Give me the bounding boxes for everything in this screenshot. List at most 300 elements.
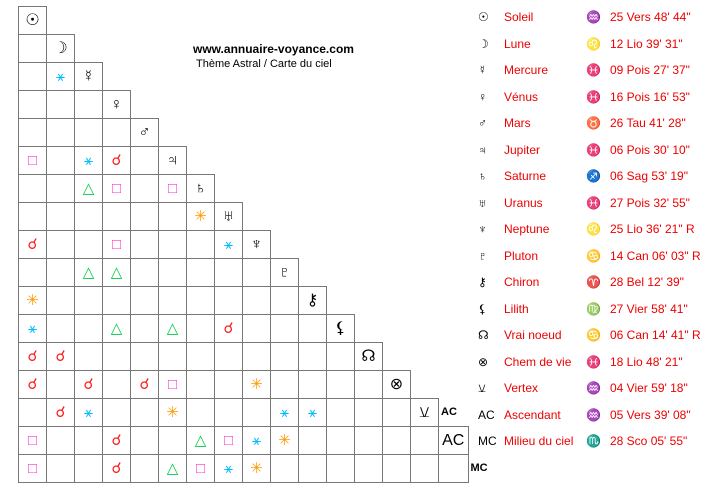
aspect-square-icon: □: [27, 432, 38, 449]
aspect-cell: [159, 399, 187, 427]
aspect-cell: [103, 399, 131, 427]
aspect-cell: [243, 399, 271, 427]
aspect-grid-row: [19, 343, 498, 371]
aspect-cell: [75, 315, 103, 343]
aspect-cell: [103, 175, 131, 203]
aspect-cell: [75, 455, 103, 483]
aspect-cell: [215, 427, 243, 455]
planet-glyph-icon: AC: [478, 407, 495, 422]
aspect-cell: [131, 455, 159, 483]
aspect-cell: [383, 455, 411, 483]
planet-name: Vénus: [504, 89, 539, 104]
aspect-grid-row: [19, 455, 498, 483]
aspect-opposition-icon: ✳: [250, 376, 263, 393]
aspect-cell: [215, 231, 243, 259]
position-row: [478, 84, 703, 111]
aspect-trine-icon: △: [82, 180, 95, 197]
aspect-cell: [299, 427, 327, 455]
aspect-cell: [299, 343, 327, 371]
aspect-cell: [327, 371, 355, 399]
aspect-cell: [75, 91, 103, 119]
aspect-cell: [299, 399, 327, 427]
aspect-cell: [131, 259, 159, 287]
aspect-cell: [19, 63, 47, 91]
aspect-grid-row: [19, 203, 498, 231]
planet-degree: 04 Vier 59' 18": [610, 381, 688, 396]
aspect-cell: [19, 147, 47, 175]
aspect-cell: [187, 203, 215, 231]
planet-name: Uranus: [504, 195, 543, 210]
zodiac-sign-icon: ♓: [586, 354, 601, 369]
aspect-conjunction-icon: ☌: [27, 236, 38, 253]
aspect-conjunction-icon: ☌: [55, 348, 66, 365]
aspect-cell: [75, 147, 103, 175]
aspect-sextile-icon: ⚹: [279, 404, 289, 421]
aspect-cell: [243, 287, 271, 315]
aspect-square-icon: □: [195, 460, 206, 477]
aspect-grid-row: [19, 7, 498, 35]
planet-glyph-icon: ♀: [478, 89, 487, 104]
aspect-cell: [75, 371, 103, 399]
aspect-cell: [327, 427, 355, 455]
zodiac-sign-icon: ♒: [586, 10, 601, 25]
aspect-opposition-icon: ✳: [166, 404, 179, 421]
planet-glyph-icon: ☊: [478, 328, 489, 343]
aspect-cell: [19, 35, 47, 63]
position-row: [478, 31, 703, 58]
aspect-grid-row: [19, 119, 498, 147]
position-row: [478, 296, 703, 323]
aspect-conjunction-icon: ☌: [223, 320, 234, 337]
aspect-square-icon: □: [167, 180, 178, 197]
aspect-cell: [159, 343, 187, 371]
aspect-trine-icon: △: [110, 320, 123, 337]
aspect-cell: [215, 371, 243, 399]
position-row: [478, 137, 703, 164]
aspect-cell: [47, 315, 75, 343]
aspect-sextile-icon: ⚹: [83, 152, 93, 169]
planet-degree: 14 Can 06' 03" R: [610, 248, 701, 263]
aspect-cell: [327, 343, 355, 371]
aspect-cell: [187, 343, 215, 371]
planet-glyph-icon: ⚸: [478, 301, 487, 316]
aspect-cell: [19, 231, 47, 259]
aspect-grid-planet-5: ♃: [159, 147, 187, 175]
aspect-conjunction-icon: ☌: [27, 348, 38, 365]
aspect-cell: [187, 287, 215, 315]
aspect-cell: [47, 455, 75, 483]
planet-glyph-icon: ☽: [478, 36, 489, 51]
position-row: [478, 243, 703, 270]
aspect-opposition-icon: ✳: [250, 460, 263, 477]
aspect-cell: [271, 287, 299, 315]
aspect-square-icon: □: [111, 236, 122, 253]
aspect-conjunction-icon: ☌: [111, 460, 122, 477]
aspect-cell: [187, 427, 215, 455]
planet-name: Vertex: [504, 381, 539, 396]
planet-glyph-icon: ♇: [478, 248, 487, 263]
planet-glyph-icon: ⚷: [478, 275, 487, 290]
aspect-cell: [159, 203, 187, 231]
zodiac-sign-icon: ♋: [586, 248, 601, 263]
zodiac-sign-icon: ♌: [586, 36, 601, 51]
planet-name: Lilith: [504, 301, 529, 316]
aspect-opposition-icon: ✳: [26, 292, 39, 309]
position-row: [478, 269, 703, 296]
aspect-opposition-icon: ✳: [278, 432, 291, 449]
position-row: [478, 375, 703, 402]
planet-degree: 28 Sco 05' 55": [610, 434, 688, 449]
zodiac-sign-icon: ♓: [586, 142, 601, 157]
aspect-cell: [47, 371, 75, 399]
aspect-cell: [103, 455, 131, 483]
planet-degree: 18 Lio 48' 21": [610, 354, 683, 369]
planet-name: Neptune: [504, 222, 550, 237]
aspect-cell: [47, 231, 75, 259]
aspect-cell: [355, 371, 383, 399]
position-row: [478, 110, 703, 137]
planet-glyph-icon: MC: [478, 434, 497, 449]
aspect-cell: [243, 455, 271, 483]
planet-name: Soleil: [504, 10, 534, 25]
aspect-conjunction-icon: ☌: [111, 152, 122, 169]
aspect-cell: [355, 455, 383, 483]
zodiac-sign-icon: ♉: [586, 116, 601, 131]
aspect-cell: [75, 259, 103, 287]
aspect-square-icon: □: [167, 376, 178, 393]
aspect-grid-planet-12: ☊: [355, 343, 383, 371]
aspect-cell: [47, 147, 75, 175]
zodiac-sign-icon: ♌: [586, 222, 601, 237]
aspect-grid-container: [18, 6, 498, 483]
aspect-cell: [103, 427, 131, 455]
planet-degree: 27 Vier 58' 41": [610, 301, 688, 316]
aspect-grid-row: [19, 287, 498, 315]
planet-degree: 06 Can 14' 41" R: [610, 328, 701, 343]
aspect-cell: [75, 119, 103, 147]
planet-name: Mars: [504, 116, 531, 131]
planet-degree: 09 Pois 27' 37": [610, 63, 690, 78]
aspect-cell: [47, 91, 75, 119]
chart-subtitle: Thème Astral / Carte du ciel: [196, 58, 332, 70]
aspect-grid-planet-8: ♆: [243, 231, 271, 259]
aspect-grid-row: [19, 175, 498, 203]
aspect-grid-row: [19, 147, 498, 175]
aspect-conjunction-icon: ☌: [111, 432, 122, 449]
aspect-cell: [243, 371, 271, 399]
aspect-cell: [187, 315, 215, 343]
position-row: [478, 163, 703, 190]
position-row: [478, 428, 703, 455]
aspect-cell: [187, 399, 215, 427]
aspect-cell: [131, 427, 159, 455]
aspect-trine-icon: △: [110, 264, 123, 281]
planet-glyph-icon: ☿: [478, 63, 487, 78]
aspect-grid: [18, 6, 498, 483]
aspect-opposition-icon: ✳: [194, 208, 207, 225]
aspect-grid-planet-3: ♀: [103, 91, 131, 119]
aspect-cell: [103, 343, 131, 371]
aspect-cell: [47, 259, 75, 287]
aspect-cell: [243, 259, 271, 287]
aspect-cell: [159, 175, 187, 203]
planet-name: Jupiter: [504, 142, 541, 157]
aspect-cell: [19, 203, 47, 231]
aspect-cell: [75, 287, 103, 315]
aspect-cell: [131, 203, 159, 231]
aspect-grid-row: [19, 315, 498, 343]
aspect-cell: [355, 427, 383, 455]
aspect-grid-row: [19, 231, 498, 259]
aspect-grid-row: [19, 91, 498, 119]
aspect-cell: [75, 175, 103, 203]
aspect-cell: [47, 343, 75, 371]
aspect-cell: [19, 343, 47, 371]
planet-degree: 28 Bel 12' 39": [610, 275, 684, 290]
planet-degree: 25 Vers 48' 44": [610, 10, 691, 25]
aspect-cell: [131, 371, 159, 399]
aspect-grid-planet-4: ♂: [131, 119, 159, 147]
zodiac-sign-icon: ♓: [586, 89, 601, 104]
aspect-cell: [299, 371, 327, 399]
planet-glyph-icon: ⚺: [478, 380, 486, 395]
aspect-cell: [47, 427, 75, 455]
planet-name: Saturne: [504, 169, 547, 184]
aspect-cell: [383, 427, 411, 455]
planet-positions-panel: [478, 4, 703, 455]
aspect-cell: [19, 399, 47, 427]
aspect-cell: [159, 455, 187, 483]
aspect-cell: [131, 287, 159, 315]
position-row: [478, 322, 703, 349]
aspect-cell: [75, 203, 103, 231]
aspect-conjunction-icon: ☌: [83, 376, 94, 393]
planet-positions-table: [478, 4, 703, 455]
aspect-cell: [103, 315, 131, 343]
aspect-grid-planet-11: ⚸: [327, 315, 355, 343]
aspect-cell: [131, 315, 159, 343]
aspect-cell: [103, 231, 131, 259]
aspect-grid-planet-10: ⚷: [299, 287, 327, 315]
planet-degree: 26 Tau 41' 28": [610, 116, 686, 131]
position-row: [478, 216, 703, 243]
aspect-cell: [75, 399, 103, 427]
aspect-grid-row: [19, 259, 498, 287]
aspect-square-icon: □: [27, 152, 38, 169]
aspect-cell: [327, 399, 355, 427]
planet-degree: 05 Vers 39' 08": [610, 407, 691, 422]
aspect-trine-icon: △: [82, 264, 95, 281]
aspect-grid-planet-2: ☿: [75, 63, 103, 91]
aspect-cell: [439, 455, 469, 483]
aspect-cell: [271, 371, 299, 399]
aspect-cell: [19, 119, 47, 147]
aspect-cell: [19, 259, 47, 287]
aspect-cell: [47, 203, 75, 231]
planet-degree: 25 Lio 36' 21" R: [610, 222, 695, 237]
zodiac-sign-icon: ♒: [586, 381, 601, 396]
aspect-cell: [75, 343, 103, 371]
aspect-sextile-icon: ⚹: [307, 404, 317, 421]
aspect-grid-planet-14: ⚺: [411, 399, 439, 427]
grid-label-ac: AC: [441, 405, 457, 418]
aspect-cell: [159, 371, 187, 399]
aspect-cell: [243, 343, 271, 371]
aspect-cell: [355, 399, 383, 427]
aspect-cell: [271, 343, 299, 371]
aspect-trine-icon: △: [166, 460, 179, 477]
site-url-text: www.annuaire-voyance.com: [193, 42, 354, 56]
planet-glyph-icon: ☉: [478, 10, 489, 25]
aspect-cell: [215, 259, 243, 287]
aspect-cell: [215, 343, 243, 371]
planet-name: Vrai noeud: [504, 328, 562, 343]
planet-glyph-icon: ♅: [478, 195, 487, 210]
aspect-cell: [131, 343, 159, 371]
aspect-sextile-icon: ⚹: [223, 236, 233, 253]
aspect-cell: [103, 287, 131, 315]
aspect-cell: [103, 147, 131, 175]
planet-name: Ascendant: [504, 407, 561, 422]
aspect-cell: [215, 287, 243, 315]
aspect-cell: [19, 315, 47, 343]
aspect-cell: [159, 427, 187, 455]
aspect-cell: [327, 455, 355, 483]
aspect-grid-planet-9: ♇: [271, 259, 299, 287]
aspect-sextile-icon: ⚹: [83, 404, 93, 421]
aspect-grid-planet-13: ⊗: [383, 371, 411, 399]
planet-glyph-icon: ♂: [478, 116, 487, 131]
grid-label-mc: MC: [470, 462, 488, 474]
aspect-cell: [19, 287, 47, 315]
aspect-cell: [159, 315, 187, 343]
aspect-square-icon: □: [223, 432, 234, 449]
aspect-cell: [411, 427, 439, 455]
aspect-cell: [47, 287, 75, 315]
aspect-conjunction-icon: ☌: [139, 376, 150, 393]
aspect-conjunction-icon: ☌: [27, 376, 38, 393]
aspect-sextile-icon: ⚹: [223, 460, 233, 477]
position-row: [478, 4, 703, 31]
aspect-cell: [271, 427, 299, 455]
aspect-cell: [187, 231, 215, 259]
aspect-cell: [411, 455, 439, 483]
aspect-cell: [19, 91, 47, 119]
planet-glyph-icon: ♆: [478, 222, 487, 237]
aspect-cell: [383, 399, 411, 427]
zodiac-sign-icon: ♋: [586, 328, 601, 343]
planet-name: Lune: [504, 36, 531, 51]
planet-name: Milieu du ciel: [504, 434, 574, 449]
aspect-cell: [47, 399, 75, 427]
position-row: [478, 190, 703, 217]
aspect-cell: [299, 315, 327, 343]
zodiac-sign-icon: ♈: [586, 275, 601, 290]
planet-degree: 06 Pois 30' 10": [610, 142, 690, 157]
zodiac-sign-icon: ♓: [586, 195, 601, 210]
aspect-cell: [19, 371, 47, 399]
aspect-grid-planet-7: ♅: [215, 203, 243, 231]
aspect-cell: [271, 315, 299, 343]
aspect-cell: [75, 427, 103, 455]
zodiac-sign-icon: ♓: [586, 63, 601, 78]
aspect-sextile-icon: ⚹: [27, 320, 37, 337]
position-row: [478, 57, 703, 84]
aspect-grid-planet-15: AC: [439, 427, 469, 455]
aspect-cell: [103, 259, 131, 287]
aspect-cell: [47, 175, 75, 203]
zodiac-sign-icon: ♏: [586, 434, 601, 449]
aspect-cell: [103, 371, 131, 399]
aspect-cell: [103, 203, 131, 231]
aspect-grid-row: [19, 371, 498, 399]
zodiac-sign-icon: ♐: [586, 169, 601, 184]
aspect-sextile-icon: ⚹: [251, 432, 261, 449]
aspect-cell: [75, 231, 103, 259]
planet-name: Chem de vie: [504, 354, 572, 369]
aspect-sextile-icon: ⚹: [55, 68, 65, 85]
planet-name: Pluton: [504, 248, 539, 263]
aspect-cell: [271, 399, 299, 427]
aspect-cell: [159, 259, 187, 287]
aspect-cell: [103, 119, 131, 147]
aspect-cell: [131, 175, 159, 203]
aspect-trine-icon: △: [166, 320, 179, 337]
aspect-cell: [243, 315, 271, 343]
planet-glyph-icon: ♄: [478, 169, 487, 184]
planet-degree: 27 Pois 32' 55": [610, 195, 690, 210]
aspect-cell: [47, 63, 75, 91]
aspect-cell: [187, 455, 215, 483]
aspect-square-icon: □: [27, 460, 38, 477]
aspect-cell: [19, 175, 47, 203]
aspect-cell: [243, 427, 271, 455]
aspect-cell: [187, 259, 215, 287]
aspect-cell: [187, 371, 215, 399]
aspect-square-icon: □: [111, 180, 122, 197]
zodiac-sign-icon: ♍: [586, 301, 601, 316]
aspect-cell: [299, 455, 327, 483]
aspect-grid-row: [19, 427, 498, 455]
planet-degree: 16 Pois 16' 53": [610, 89, 690, 104]
planet-glyph-icon: ⊗: [478, 354, 489, 369]
aspect-cell: [131, 231, 159, 259]
position-row: [478, 349, 703, 376]
zodiac-sign-icon: ♒: [586, 407, 601, 422]
position-row: [478, 402, 703, 429]
aspect-grid-planet-0: ☉: [19, 7, 47, 35]
planet-degree: 06 Sag 53' 19": [610, 169, 688, 184]
aspect-cell: [271, 455, 299, 483]
planet-name: Chiron: [504, 275, 540, 290]
planet-degree: 12 Lio 39' 31": [610, 36, 683, 51]
aspect-cell: [159, 287, 187, 315]
aspect-cell: [47, 119, 75, 147]
aspect-grid-planet-6: ♄: [187, 175, 215, 203]
aspect-cell: [19, 455, 47, 483]
aspect-cell: [131, 399, 159, 427]
aspect-cell: [215, 315, 243, 343]
aspect-grid-row: [19, 399, 498, 427]
aspect-grid-planet-1: ☽: [47, 35, 75, 63]
aspect-cell: [159, 231, 187, 259]
aspect-cell: [215, 399, 243, 427]
planet-name: Mercure: [504, 63, 549, 78]
aspect-cell: [131, 147, 159, 175]
aspect-cell: [215, 455, 243, 483]
planet-glyph-icon: ♃: [478, 142, 487, 157]
aspect-conjunction-icon: ☌: [55, 404, 66, 421]
